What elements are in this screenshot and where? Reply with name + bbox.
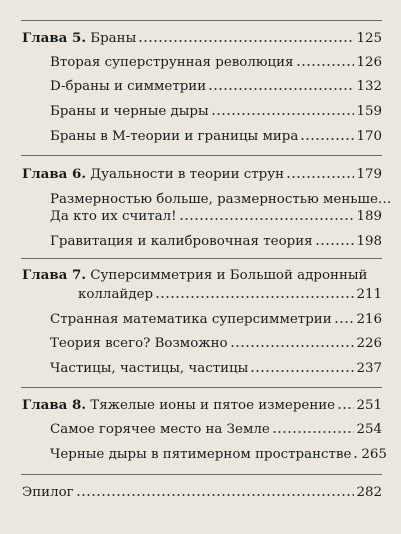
toc-chapter-6 xyxy=(22,166,382,183)
leader-dots xyxy=(211,112,355,116)
leader-dots xyxy=(272,430,355,434)
toc-section xyxy=(50,208,382,225)
page-number: 125 xyxy=(356,31,382,46)
leader-dots xyxy=(337,406,354,410)
page-number: 237 xyxy=(356,361,382,376)
section-title: Да кто их считал! xyxy=(50,209,177,224)
chapter-label: Глава 7. xyxy=(22,267,86,283)
divider-rule xyxy=(21,474,382,475)
page-number: 132 xyxy=(356,79,382,94)
chapter-name: Дуальности в теории струн xyxy=(90,167,285,182)
leader-dots xyxy=(286,175,354,179)
toc-section xyxy=(50,128,382,145)
leader-dots xyxy=(155,295,354,299)
section-title: Вторая суперструнная революция xyxy=(50,55,294,70)
section-title: Черные дыры в пятимерном пространстве xyxy=(50,447,352,462)
leader-dots xyxy=(208,87,354,91)
section-title: Странная математика суперсимметрии xyxy=(50,312,332,327)
toc-section xyxy=(50,421,382,438)
page-number: 179 xyxy=(356,167,382,182)
page-number: 198 xyxy=(356,234,382,249)
section-title: Частицы, частицы, частицы xyxy=(50,361,249,376)
divider-rule xyxy=(21,155,382,156)
chapter-title xyxy=(22,30,136,47)
chapter-label: Глава 8. xyxy=(22,397,86,413)
toc-section xyxy=(50,446,387,463)
page-number: 254 xyxy=(356,422,382,437)
chapter-title-line1 xyxy=(22,267,367,284)
leader-dots xyxy=(296,63,355,67)
chapter-name: Тяжелые ионы и пятое измерение xyxy=(90,398,336,413)
page-number: 226 xyxy=(356,336,382,351)
divider-rule xyxy=(21,258,382,259)
page-number: 170 xyxy=(356,129,382,144)
section-title: Гравитация и калибровочная теория xyxy=(50,234,313,249)
toc-section xyxy=(50,78,382,95)
page-number: 159 xyxy=(356,104,382,119)
toc-section xyxy=(50,233,382,250)
chapter-title xyxy=(22,397,335,414)
leader-dots xyxy=(138,39,354,43)
divider-rule xyxy=(21,387,382,388)
toc-section xyxy=(50,360,382,377)
toc-epilogue xyxy=(22,484,382,501)
chapter-label: Глава 5. xyxy=(22,30,86,46)
leader-dots xyxy=(300,137,354,141)
toc-chapter-8 xyxy=(22,397,382,414)
chapter-title xyxy=(22,166,284,183)
page-number: 282 xyxy=(356,485,382,500)
leader-dots xyxy=(250,369,354,373)
chapter-name-cont: коллайдер xyxy=(78,287,154,302)
page-number: 189 xyxy=(356,209,382,224)
toc-chapter-5 xyxy=(22,30,382,47)
leader-dots xyxy=(230,344,355,348)
chapter-label: Глава 6. xyxy=(22,166,86,182)
toc-chapter-7 xyxy=(78,286,382,303)
page-number: 211 xyxy=(356,287,382,302)
section-title: Браны в М-теории и границы мира xyxy=(50,129,299,144)
toc-section xyxy=(50,335,382,352)
page-number: 251 xyxy=(356,398,382,413)
section-title: Браны и черные дыры xyxy=(50,104,209,119)
page-number: 126 xyxy=(356,55,382,70)
section-title-line1: Размерностью больше, размерностью меньше… xyxy=(50,192,392,207)
chapter-name: Браны xyxy=(90,31,137,46)
toc-section xyxy=(50,54,382,71)
leader-dots xyxy=(179,217,355,221)
page-number: 265 xyxy=(361,447,387,462)
leader-dots xyxy=(353,455,359,459)
section-title: Теория всего? Возможно xyxy=(50,336,228,351)
leader-dots xyxy=(315,242,355,246)
toc-section xyxy=(50,311,382,328)
toc-section xyxy=(50,103,382,120)
leader-dots xyxy=(334,320,355,324)
section-title: Самое горячее место на Земле xyxy=(50,422,270,437)
chapter-name: Суперсимметрия и Большой адронный xyxy=(90,268,368,283)
page-number: 216 xyxy=(356,312,382,327)
epilogue-title: Эпилог xyxy=(22,485,74,500)
leader-dots xyxy=(76,493,355,497)
section-title: D-браны и симметрии xyxy=(50,79,207,94)
top-rule xyxy=(21,20,382,21)
